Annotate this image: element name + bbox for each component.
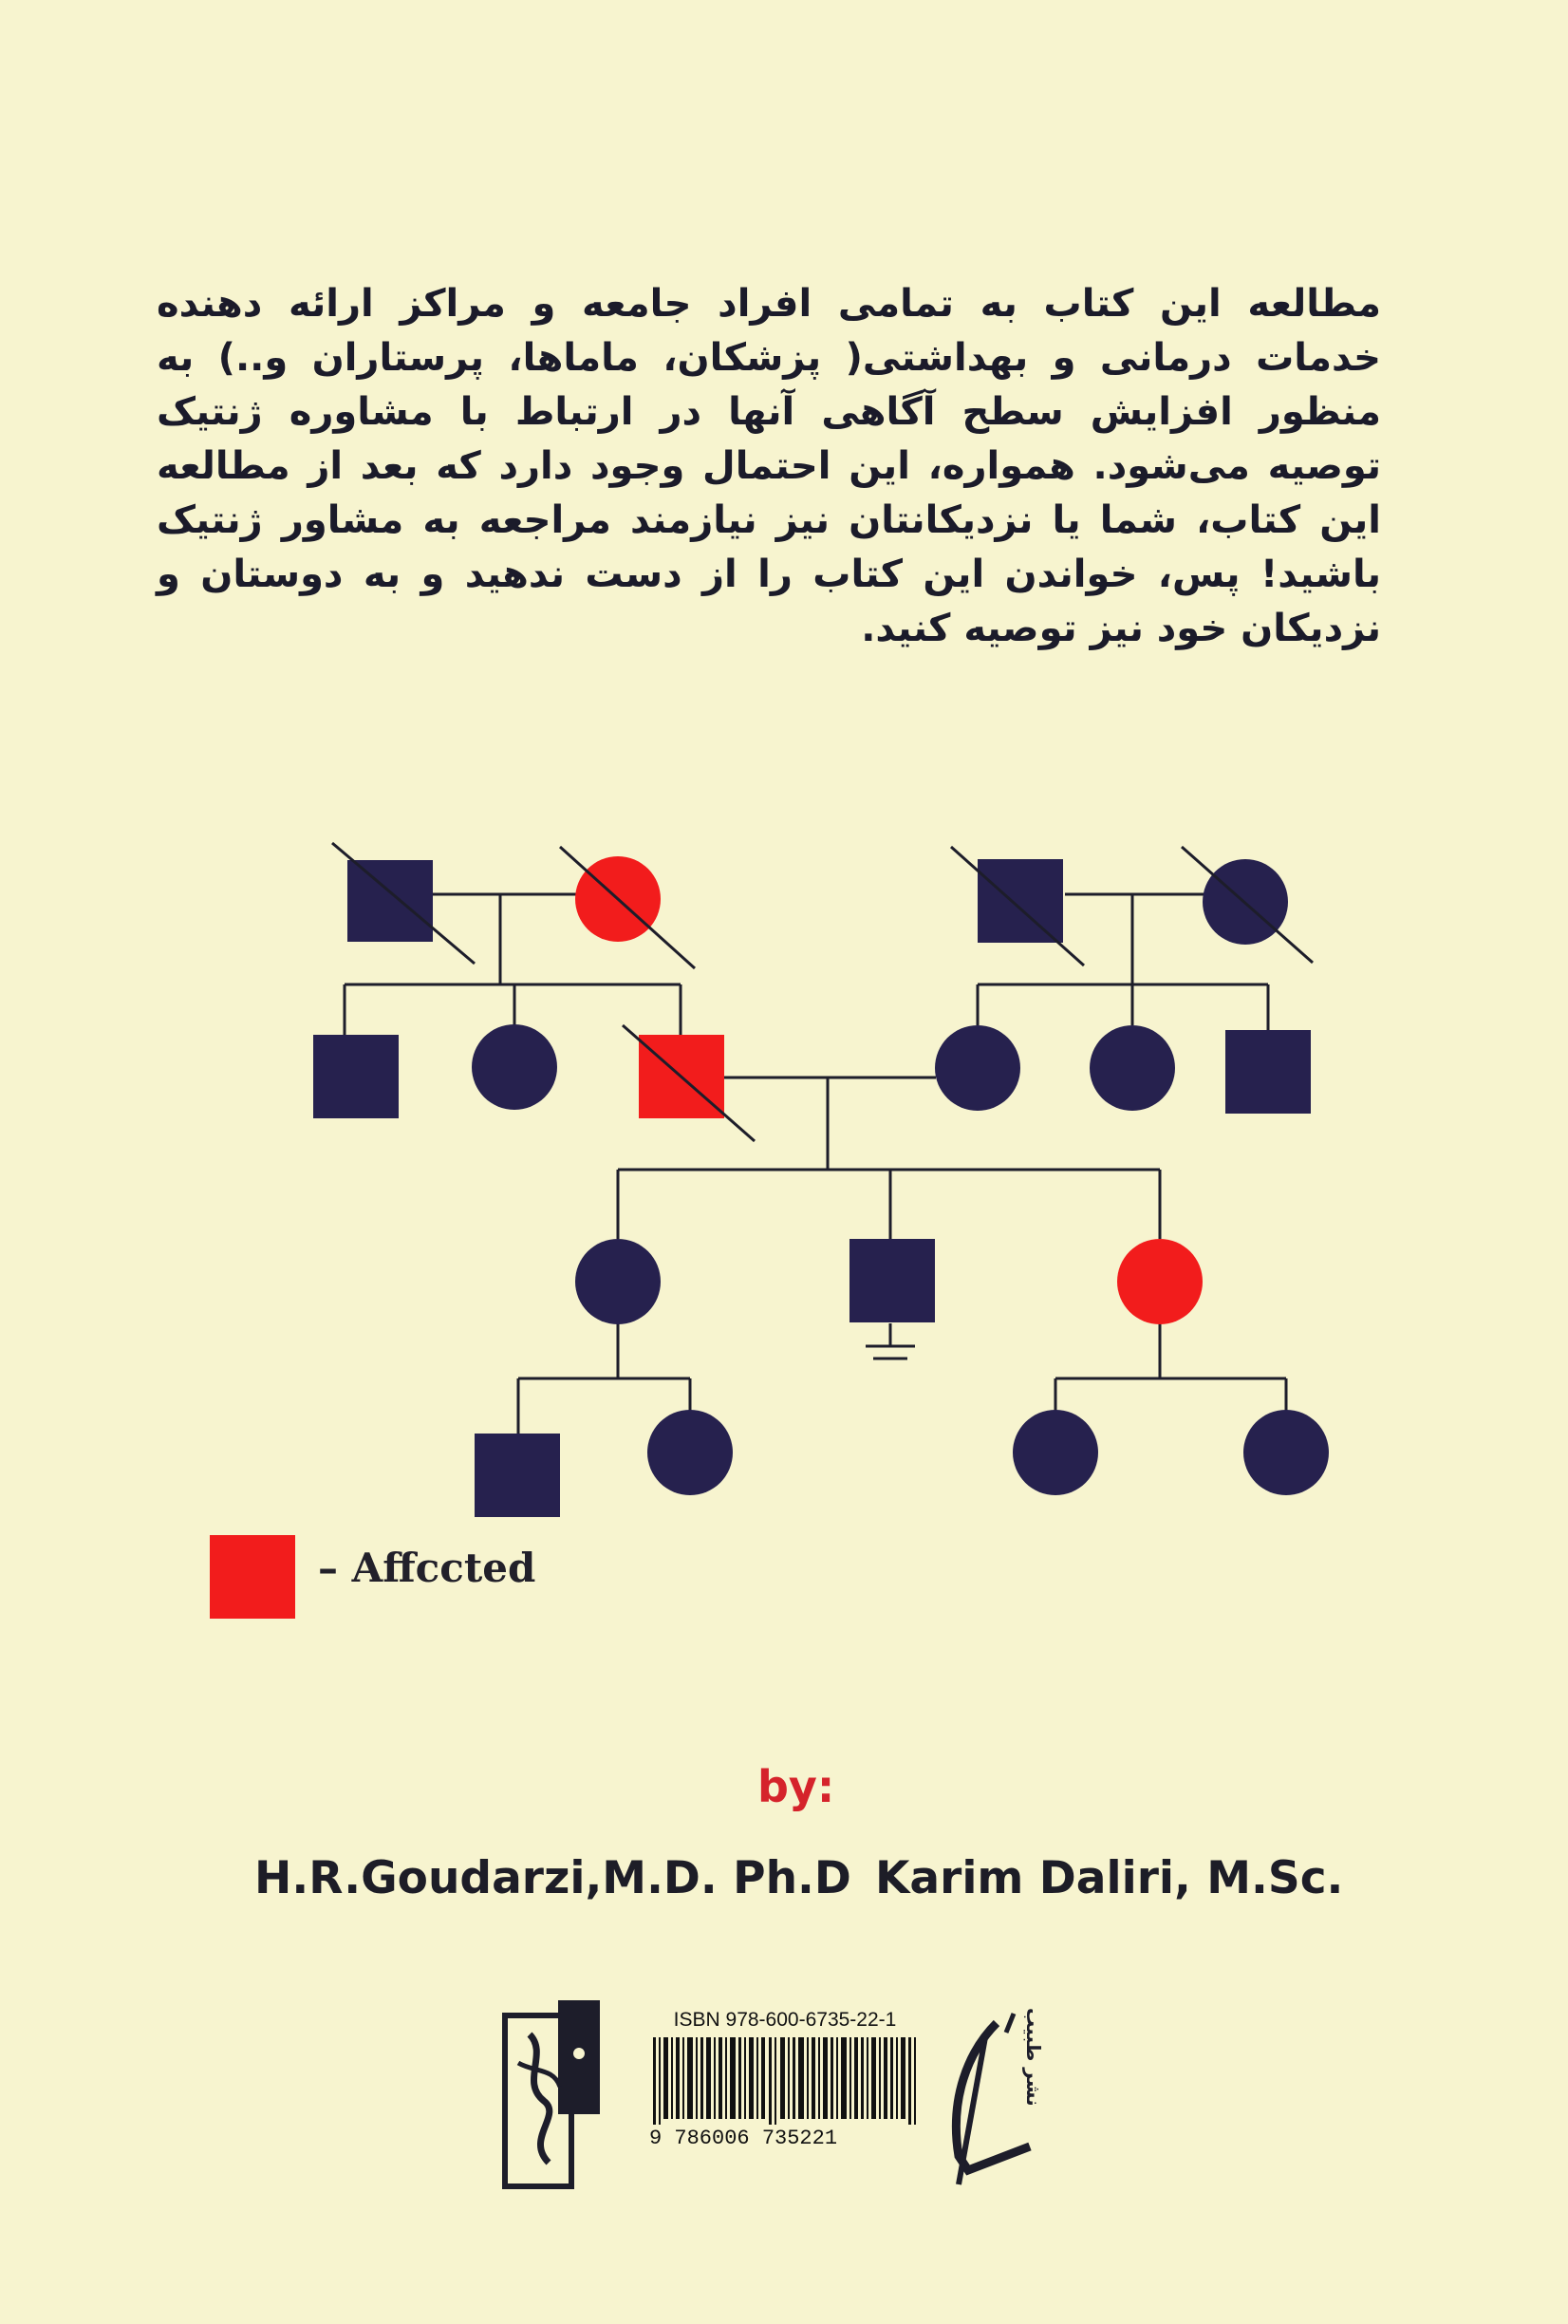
publisher-logo-icon xyxy=(940,1995,1054,2192)
author-daliri: Karim Daliri, M.Sc. xyxy=(875,1852,1344,1904)
pedigree-male xyxy=(1225,1030,1311,1114)
pedigree-female xyxy=(647,1410,733,1495)
pedigree-female-affected xyxy=(1117,1239,1203,1324)
pedigree-male-deceased xyxy=(347,860,433,942)
by-label: by: xyxy=(757,1761,835,1812)
legend-affected-swatch xyxy=(210,1535,295,1619)
pedigree-male-deceased xyxy=(978,859,1063,943)
isbn-text: ISBN 978-600-6735-22-1 xyxy=(673,2009,897,2031)
pedigree-female xyxy=(1013,1410,1098,1495)
pedigree-female xyxy=(1090,1025,1175,1111)
pedigree-female xyxy=(472,1024,557,1110)
author-goudarzi: H.R.Goudarzi,M.D. Ph.D xyxy=(254,1852,851,1904)
pedigree-female xyxy=(1243,1410,1329,1495)
imprint-logo-icon xyxy=(501,1996,604,2191)
pedigree-male xyxy=(313,1035,399,1118)
pedigree-female xyxy=(575,1239,661,1324)
legend-affected-label: – Affccted xyxy=(318,1545,536,1591)
barcode-digits: 9 786006 735221 xyxy=(649,2127,838,2150)
barcode-bars-icon xyxy=(649,2037,921,2125)
pedigree-male-stillborn xyxy=(849,1239,935,1322)
pedigree-female xyxy=(935,1025,1020,1111)
back-cover-description: مطالعه این کتاب به تمامی افراد جامعه و مراکز ارائه دهنده خدمات درمانی و بهداشتی( پزشکان، ماماها، پرستاران و..) به منظور افزایش سطح آگاهی آنها در ارتباط با مشاوره ژنتیک توصیه می‌شود. همواره، این احتمال وجود دارد که بعد از مطالعه این کتاب، شما یا نزدیکانتان نیز نیازمند مراجعه به مشاور ژنتیک باشید! پس، خواندن این کتاب را از دست ندهید و به دوستان و نزدیکان خود نیز توصیه کنید. xyxy=(157,282,1381,650)
pedigree-lines xyxy=(345,894,1286,1434)
isbn-barcode xyxy=(649,2009,921,2151)
pedigree-male xyxy=(475,1434,560,1517)
publisher-logo-text: نشر طبیب xyxy=(1022,2008,1045,2107)
